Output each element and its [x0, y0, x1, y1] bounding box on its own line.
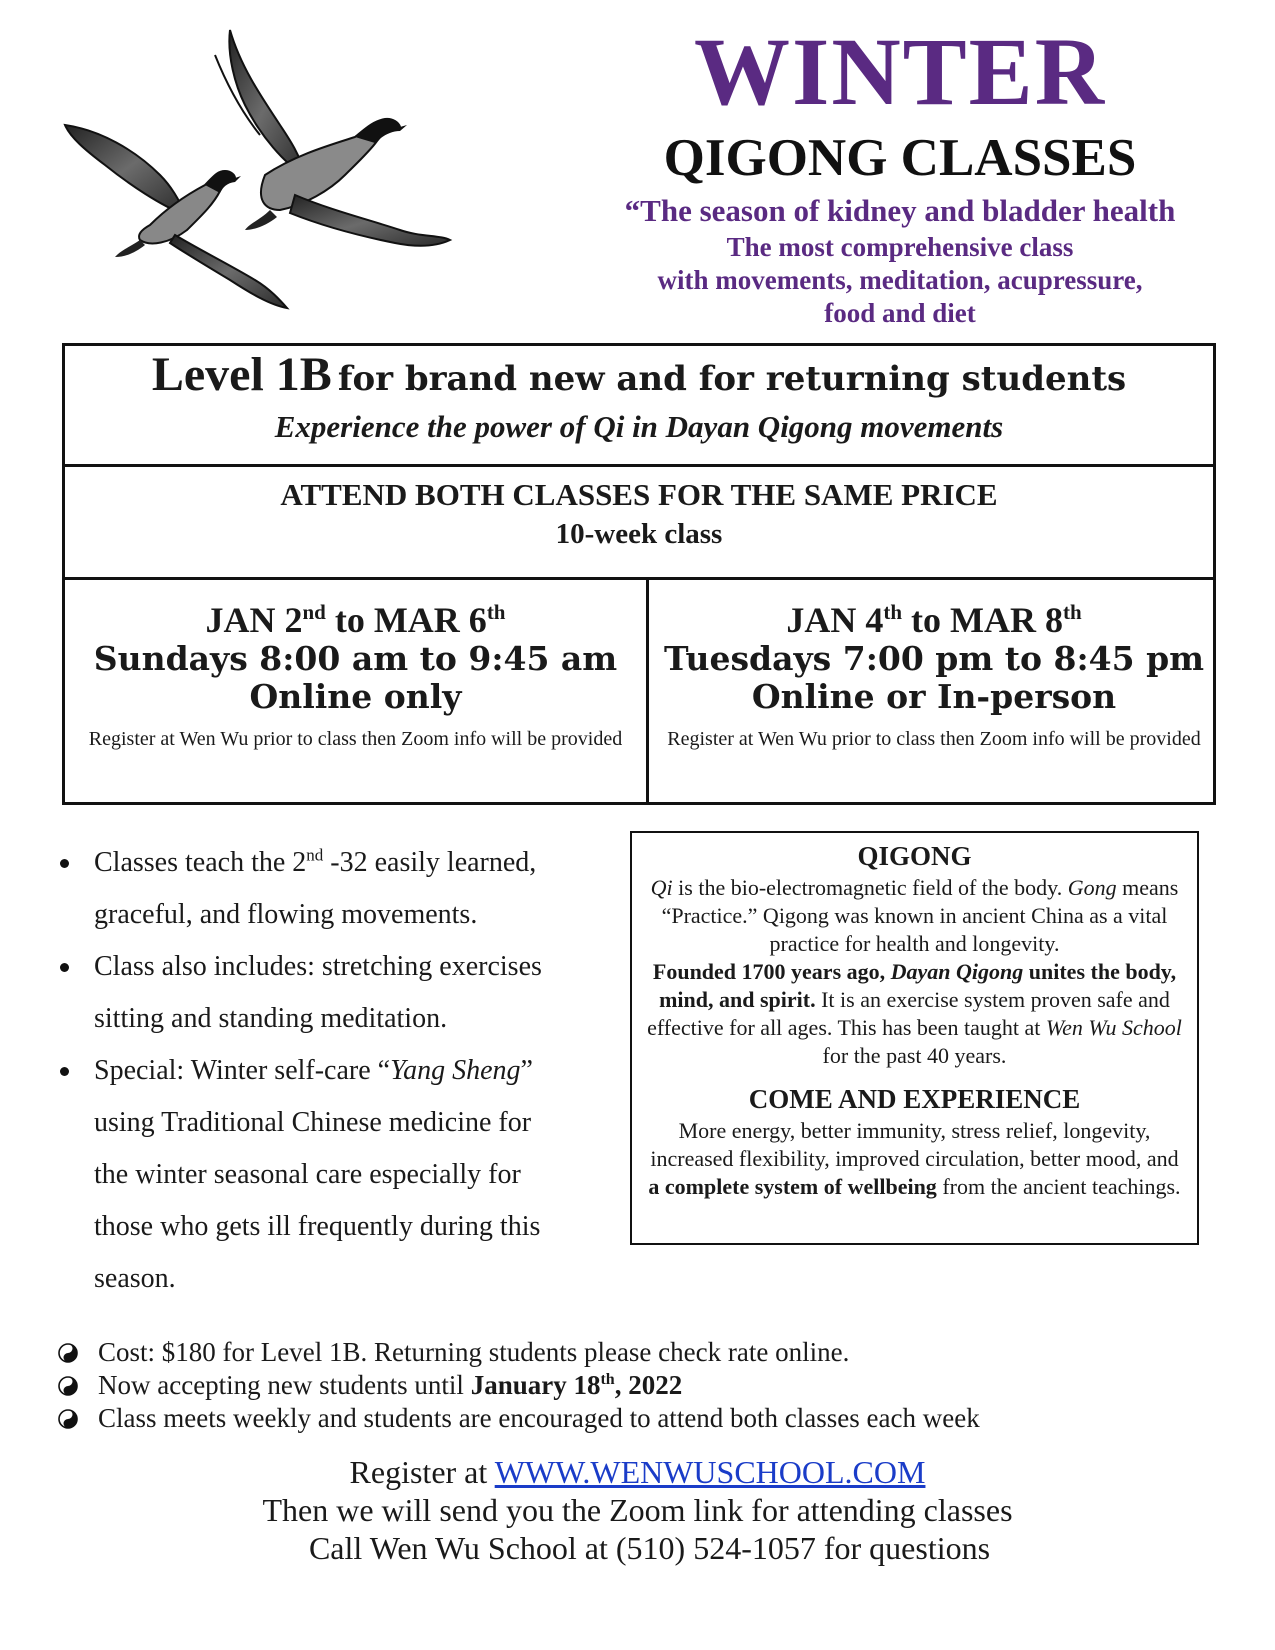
schedule-dates: JAN 2nd to MAR 6th: [205, 600, 506, 640]
come-experience-heading: COME AND EXPERIENCE: [748, 1084, 1081, 1114]
divider: [65, 464, 1213, 467]
register-line: Register at WWW.WENWUSCHOOL.COM: [349, 1454, 926, 1490]
class-features-list: [58, 837, 568, 1305]
schedule-mode: Online only: [249, 676, 462, 716]
schedule-tuesday: [649, 580, 1219, 749]
goose-lower: [65, 125, 287, 308]
level-audience: for brand new and for returning students: [337, 359, 1127, 399]
info-paragraph-benefits: More energy, better immunity, stress relief, longevity, increased flexibility, improved circulation, better mood, and a complete system of wellbeing from the ancient teachings.: [648, 1118, 1181, 1199]
list-item: [58, 1336, 1208, 1369]
schedule-time: Sundays 8:00 am to 9:45 am: [93, 639, 618, 678]
yin-yang-icon: [58, 1409, 78, 1429]
cost-text: Cost: $180 for Level 1B. Returning students please check rate online.: [98, 1337, 850, 1367]
contact-phone-line: Call Wen Wu School at (510) 524-1057 for questions: [308, 1530, 991, 1566]
info-paragraph-history: Founded 1700 years ago, Dayan Qigong unites the body, mind, and spirit. It is an exercise system proven safe and effective for all ages. This has been taught at Wen Wu School for the past 40 years.: [647, 959, 1182, 1068]
list-item: [58, 1402, 1208, 1435]
tagline-movements: with movements, meditation, acupressure,: [657, 265, 1143, 295]
flying-geese-illustration: [55, 25, 475, 325]
list-item: Classes teach the 2nd -32 easily learned, graceful, and flowing movements.: [58, 837, 568, 941]
list-item: Special: Winter self-care “Yang Sheng” using Traditional Chinese medicine for the winter seasonal care especially for those who gets ill frequently during this season.: [58, 1045, 568, 1305]
page-title: WINTER: [693, 18, 1107, 125]
info-heading: QIGONG: [857, 841, 972, 871]
schedule-mode: Online or In-person: [751, 676, 1117, 716]
schedule-sunday: [65, 580, 646, 749]
class-duration: 10-week class: [555, 518, 723, 550]
schedule-note: Register at Wen Wu prior to class then Zoom info will be provided: [88, 727, 623, 750]
tagline-season: “The season of kidney and bladder health: [624, 193, 1176, 228]
school-website-link[interactable]: WWW.WENWUSCHOOL.COM: [494, 1454, 926, 1490]
attendance-text: Class meets weekly and students are encouraged to attend both classes each week: [98, 1403, 980, 1433]
level-schedule-box: [62, 343, 1216, 805]
level-subtitle: Experience the power of Qi in Dayan Qigong movements: [274, 409, 1004, 444]
schedule-time: Tuesdays 7:00 pm to 8:45 pm: [663, 639, 1205, 678]
attend-both-notice: ATTEND BOTH CLASSES FOR THE SAME PRICE: [280, 477, 998, 512]
level-heading: [65, 348, 1213, 401]
zoom-info-line: Then we will send you the Zoom link for attending classes: [262, 1492, 1013, 1528]
tagline-comprehensive: The most comprehensive class: [726, 232, 1074, 262]
qigong-info-box: [630, 831, 1199, 1245]
yin-yang-icon: [58, 1343, 78, 1363]
cost-info-list: [58, 1336, 1208, 1435]
list-item: Now accepting new students until January 18th, 2022: [58, 1369, 1208, 1402]
schedule-note: Register at Wen Wu prior to class then Zoom info will be provided: [667, 727, 1201, 750]
yin-yang-icon: [58, 1376, 78, 1396]
list-item: Class also includes: stretching exercises sitting and standing meditation.: [58, 941, 568, 1045]
info-paragraph-definition: Qi is the bio-electromagnetic field of the body. Gong means “Practice.” Qigong was known in ancient China as a vital practice for health and longevity.: [650, 875, 1179, 956]
level-name: Level 1B: [151, 348, 332, 401]
goose-upper: [215, 30, 450, 246]
schedule-dates: JAN 4th to MAR 8th: [786, 600, 1082, 640]
tagline-food: food and diet: [824, 298, 976, 328]
page-subtitle: QIGONG CLASSES: [663, 129, 1137, 187]
